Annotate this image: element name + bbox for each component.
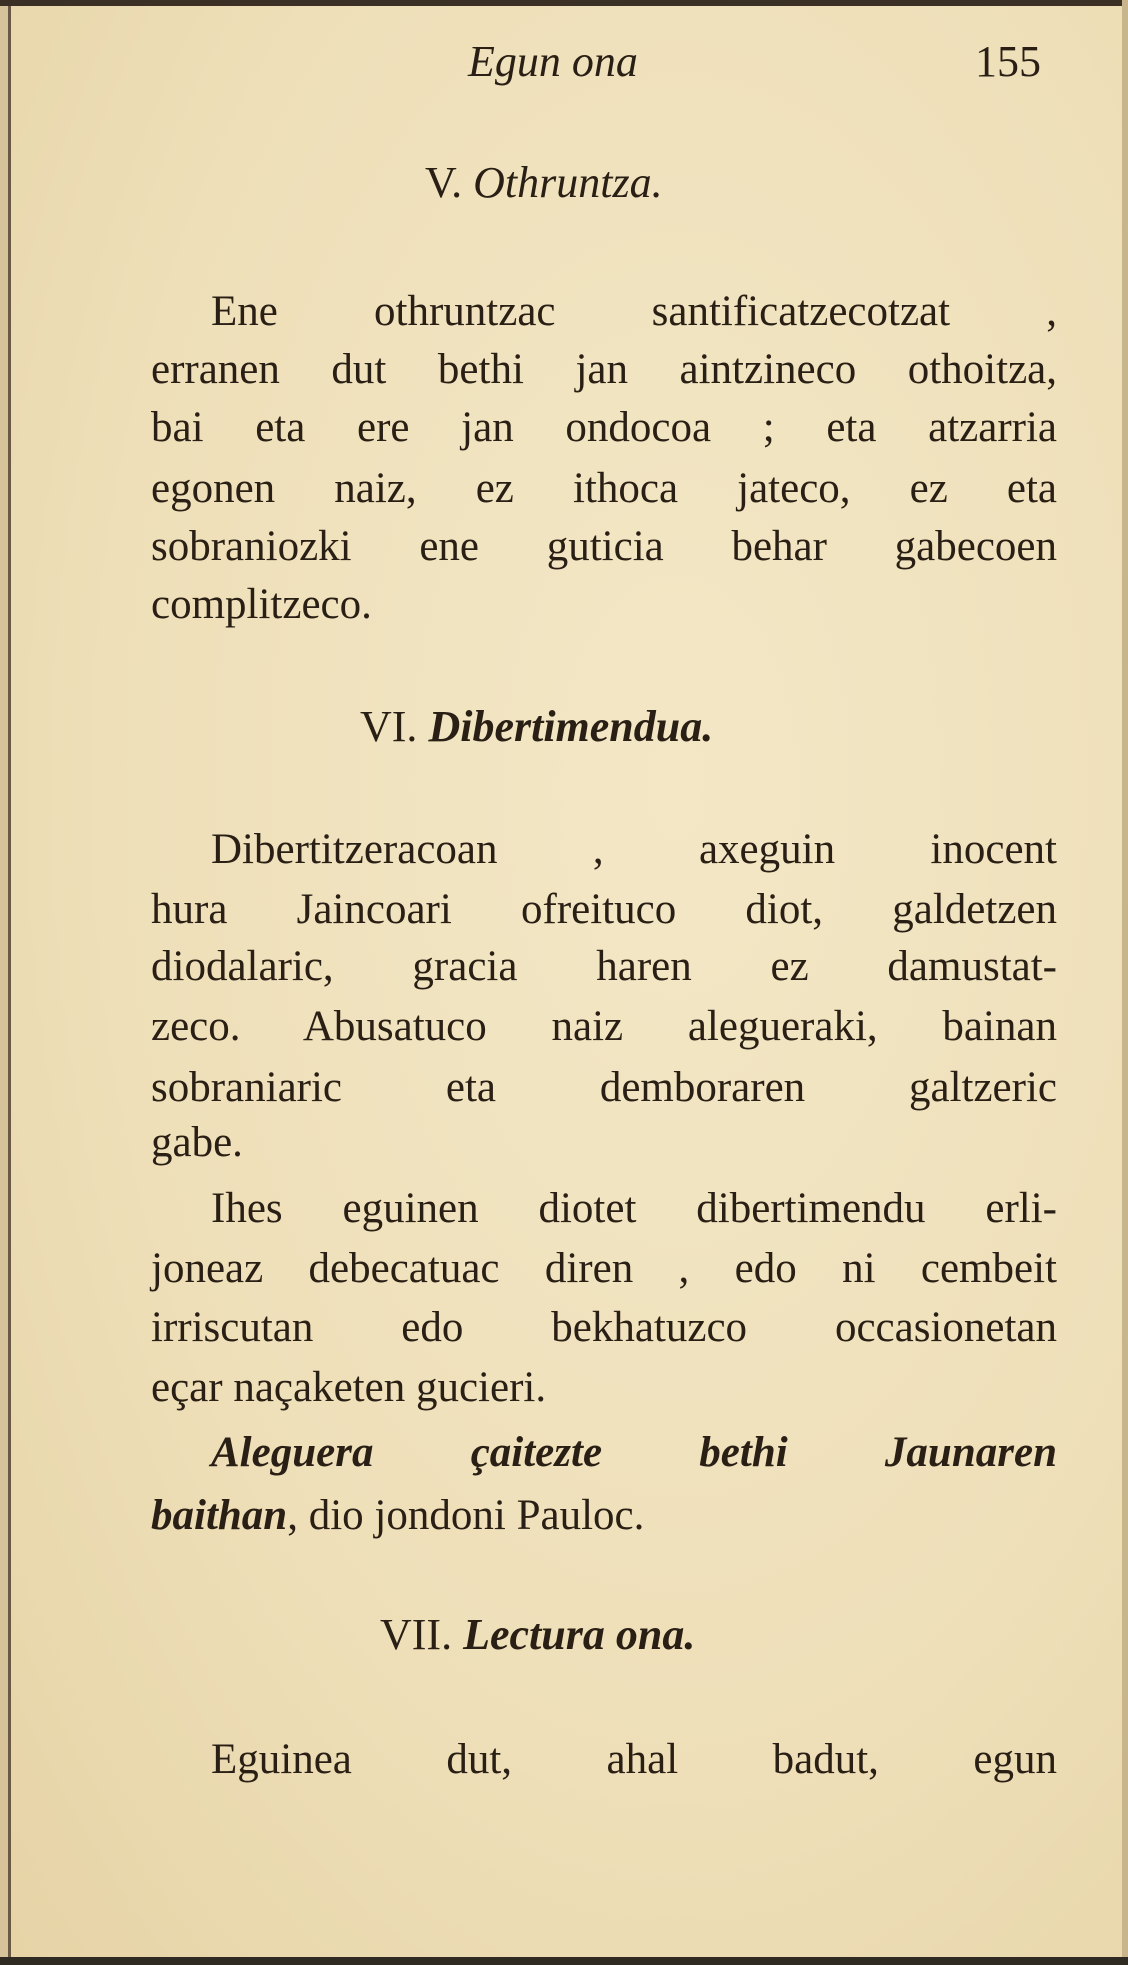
text-line: erranen dut bethi jan aintzineco othoitza,	[151, 346, 1057, 393]
text-line: irriscutan edo bekhatuzco occasionetan	[151, 1304, 1057, 1351]
text-line: joneaz debecatuac diren , edo ni cembeit	[151, 1245, 1057, 1292]
section-number: VI.	[360, 702, 418, 751]
page-right-edge	[1122, 0, 1128, 1965]
text-line: Eguinea dut, ahal badut, egun	[211, 1736, 1057, 1783]
page-binding-edge	[8, 0, 11, 1965]
attribution: , dio jondoni Pauloc.	[287, 1492, 645, 1539]
text-line: eçar naçaketen gucieri.	[151, 1364, 547, 1411]
text-line: diodalaric, gracia haren ez damustat-	[151, 943, 1057, 990]
text-line: Dibertitzeracoan , axeguin inocent	[211, 826, 1057, 873]
section-number: V.	[425, 158, 463, 207]
quote-word: baithan	[151, 1492, 288, 1539]
text-line: sobraniaric eta demboraren galtzeric	[151, 1064, 1057, 1111]
section-heading-vi	[360, 697, 713, 757]
text-line: bai eta ere jan ondocoa ; eta atzarria	[151, 404, 1057, 451]
section-title: Dibertimendua.	[428, 702, 714, 751]
section-title: Lectura ona.	[463, 1610, 696, 1659]
text-line: hura Jaincoari ofreituco diot, galdetzen	[151, 886, 1057, 933]
section-number: VII.	[380, 1610, 453, 1659]
page-number: 155	[975, 37, 1041, 86]
text-line: egonen naiz, ez ithoca jateco, ez eta	[151, 465, 1057, 512]
page-top-edge	[0, 0, 1128, 6]
text-line: gabe.	[151, 1119, 243, 1166]
text-line: complitzeco.	[151, 581, 372, 628]
text-line: sobraniozki ene guticia behar gabecoen	[151, 523, 1057, 570]
text-line: Ene othruntzac santificatzecotzat ,	[211, 288, 1057, 335]
quote-attribution-line	[151, 1486, 1057, 1546]
text-line: zeco. Abusatuco naiz alegueraki, bainan	[151, 1003, 1057, 1050]
page-gutter	[0, 0, 8, 1965]
text-line: Ihes eguinen diotet dibertimendu erli-	[211, 1185, 1057, 1232]
section-heading-v	[425, 153, 663, 213]
section-heading-vii	[380, 1605, 695, 1665]
page-bottom-edge	[0, 1957, 1128, 1965]
running-title: Egun ona	[468, 37, 638, 86]
quote-line: Aleguera çaitezte bethi Jaunaren	[211, 1429, 1057, 1476]
section-title: Othruntza.	[473, 158, 663, 207]
